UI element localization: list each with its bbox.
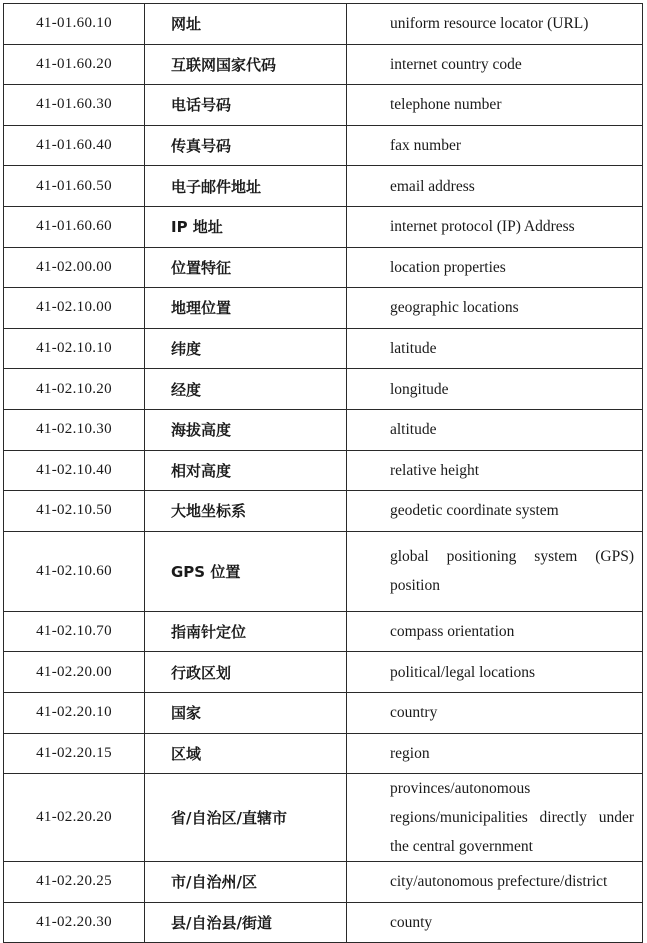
english-term-cell: compass orientation [347,611,643,652]
table-row [4,166,643,207]
chinese-term-cell: 指南针定位 [145,611,347,652]
table-row [4,369,643,410]
chinese-term-cell: 县/自治县/街道 [145,902,347,943]
english-term-cell: provinces/autonomous regions/municipalities directly under the central government [347,774,643,862]
table-row [4,44,643,85]
chinese-term-cell: 电话号码 [145,85,347,126]
chinese-term-cell: 海拔高度 [145,409,347,450]
table-row [4,328,643,369]
english-term-cell: email address [347,166,643,207]
table-row [4,652,643,693]
table-row [4,692,643,733]
term-code-cell: 41-02.10.60 [4,531,145,611]
chinese-term-cell: 位置特征 [145,247,347,288]
terminology-table [3,3,643,943]
term-code-cell: 41-01.60.30 [4,85,145,126]
english-term-cell: county [347,902,643,943]
chinese-term-cell: 传真号码 [145,125,347,166]
table-row [4,862,643,903]
term-code-cell: 41-02.10.70 [4,611,145,652]
english-term-cell: relative height [347,450,643,491]
english-term-cell: latitude [347,328,643,369]
english-term-cell: region [347,733,643,774]
term-code-cell: 41-02.10.20 [4,369,145,410]
english-term-cell: geodetic coordinate system [347,491,643,532]
term-code-cell: 41-02.10.50 [4,491,145,532]
chinese-term-cell: 相对高度 [145,450,347,491]
table-row [4,247,643,288]
term-code-cell: 41-02.20.30 [4,902,145,943]
chinese-term-cell: 互联网国家代码 [145,44,347,85]
chinese-term-cell: GPS 位置 [145,531,347,611]
table-row [4,611,643,652]
table-row [4,450,643,491]
english-term-cell: telephone number [347,85,643,126]
chinese-term-cell: 经度 [145,369,347,410]
english-term-cell: location properties [347,247,643,288]
english-term-cell: internet protocol (IP) Address [347,206,643,247]
chinese-term-cell: 省/自治区/直辖市 [145,774,347,862]
chinese-term-cell: 纬度 [145,328,347,369]
table-row [4,733,643,774]
term-code-cell: 41-01.60.40 [4,125,145,166]
term-code-cell: 41-01.60.20 [4,44,145,85]
english-term-cell: global positioning system (GPS) position [347,531,643,611]
term-code-cell: 41-02.20.00 [4,652,145,693]
chinese-term-cell: 地理位置 [145,288,347,329]
table-row [4,288,643,329]
chinese-term-cell: 国家 [145,692,347,733]
english-term-cell: internet country code [347,44,643,85]
chinese-term-cell: IP 地址 [145,206,347,247]
table-row [4,206,643,247]
table-row [4,491,643,532]
term-code-cell: 41-01.60.10 [4,4,145,45]
term-code-cell: 41-02.10.40 [4,450,145,491]
term-code-cell: 41-02.10.10 [4,328,145,369]
term-code-cell: 41-02.10.00 [4,288,145,329]
term-code-cell: 41-01.60.60 [4,206,145,247]
term-code-cell: 41-02.20.25 [4,862,145,903]
chinese-term-cell: 电子邮件地址 [145,166,347,207]
chinese-term-cell: 行政区划 [145,652,347,693]
table-row [4,531,643,611]
english-term-cell: geographic locations [347,288,643,329]
table-row [4,4,643,45]
english-term-cell: city/autonomous prefecture/district [347,862,643,903]
table-body [4,4,643,943]
term-code-cell: 41-01.60.50 [4,166,145,207]
term-code-cell: 41-02.20.10 [4,692,145,733]
english-term-cell: longitude [347,369,643,410]
english-term-cell: fax number [347,125,643,166]
chinese-term-cell: 大地坐标系 [145,491,347,532]
chinese-term-cell: 区域 [145,733,347,774]
term-code-cell: 41-02.20.15 [4,733,145,774]
table-row [4,774,643,862]
english-term-cell: country [347,692,643,733]
english-term-cell: uniform resource locator (URL) [347,4,643,45]
term-code-cell: 41-02.00.00 [4,247,145,288]
english-term-cell: political/legal locations [347,652,643,693]
chinese-term-cell: 网址 [145,4,347,45]
chinese-term-cell: 市/自治州/区 [145,862,347,903]
table-row [4,409,643,450]
term-code-cell: 41-02.20.20 [4,774,145,862]
table-row [4,85,643,126]
term-code-cell: 41-02.10.30 [4,409,145,450]
table-row [4,902,643,943]
english-term-cell: altitude [347,409,643,450]
table-row [4,125,643,166]
